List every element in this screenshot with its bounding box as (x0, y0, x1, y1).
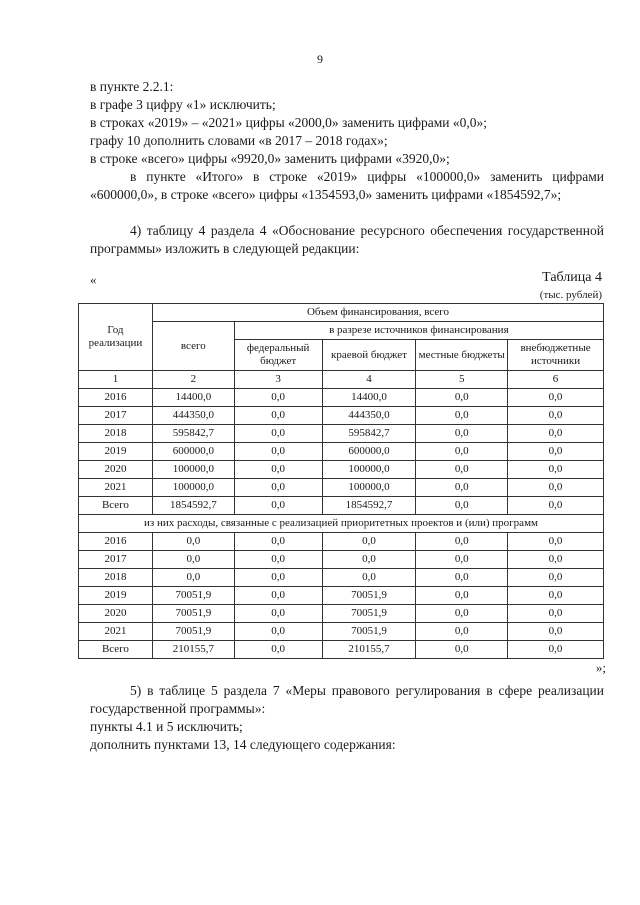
cell: 70051,9 (152, 623, 234, 641)
cell: 2019 (79, 587, 153, 605)
cell: 2019 (79, 443, 153, 461)
header-total: всего (152, 322, 234, 371)
cell: 0,0 (416, 605, 508, 623)
table-row (79, 623, 604, 641)
cell: 595842,7 (322, 425, 416, 443)
cell: 444350,0 (322, 407, 416, 425)
cell: 0,0 (234, 551, 322, 569)
cell: 210155,7 (152, 641, 234, 659)
outro-line-1: 5) в таблице 5 раздела 7 «Меры правового регулирования в сфере реализации государственной программы»: (90, 683, 604, 716)
cell: 0,0 (234, 569, 322, 587)
priority-projects-subheading: из них расходы, связанные с реализацией приоритетных проектов и (или) программ (79, 515, 604, 533)
cell: 70051,9 (152, 605, 234, 623)
header-regional: краевой бюджет (322, 340, 416, 371)
intro-line-2: в графе 3 цифру «1» исключить; (90, 97, 276, 112)
cell: 0,0 (234, 389, 322, 407)
financing-table (78, 303, 604, 659)
cell: 0,0 (234, 605, 322, 623)
col-number: 1 (79, 371, 153, 389)
cell: 100000,0 (152, 461, 234, 479)
cell: 100000,0 (322, 461, 416, 479)
cell: 0,0 (508, 641, 604, 659)
cell: 0,0 (508, 407, 604, 425)
header-local: местные бюджеты (416, 340, 508, 371)
col-number: 3 (234, 371, 322, 389)
cell: 0,0 (234, 533, 322, 551)
intro-line-3: в строках «2019» – «2021» цифры «2000,0» заменить цифрами «0,0»; (90, 115, 487, 130)
table-title: Таблица 4 (542, 270, 602, 285)
cell: 0,0 (416, 623, 508, 641)
cell: 2016 (79, 389, 153, 407)
cell: 0,0 (508, 389, 604, 407)
cell: 0,0 (416, 425, 508, 443)
column-number-row (79, 371, 604, 389)
table-unit: (тыс. рублей) (539, 289, 602, 301)
col-number: 2 (152, 371, 234, 389)
cell: 0,0 (234, 497, 322, 515)
table-row (79, 479, 604, 497)
cell: 0,0 (416, 461, 508, 479)
cell: 0,0 (508, 551, 604, 569)
table-row-total (79, 641, 604, 659)
table-row (79, 443, 604, 461)
cell: 1854592,7 (322, 497, 416, 515)
col-number: 5 (416, 371, 508, 389)
cell: 2021 (79, 479, 153, 497)
col-number: 6 (508, 371, 604, 389)
cell: 0,0 (508, 623, 604, 641)
cell: 0,0 (508, 425, 604, 443)
cell: 2017 (79, 551, 153, 569)
cell: 0,0 (152, 551, 234, 569)
intro-line-7: 4) таблицу 4 раздела 4 «Обоснование ресурсного обеспечения государственной программы» изложить в следующей редакции: (90, 223, 604, 256)
cell: 0,0 (416, 389, 508, 407)
cell: 1854592,7 (152, 497, 234, 515)
cell: 2016 (79, 533, 153, 551)
table-row (79, 533, 604, 551)
cell: 0,0 (416, 407, 508, 425)
cell: 0,0 (416, 533, 508, 551)
col-number: 4 (322, 371, 416, 389)
cell: 70051,9 (322, 605, 416, 623)
outro-line-2: пункты 4.1 и 5 исключить; (90, 719, 243, 734)
cell: 0,0 (508, 497, 604, 515)
cell: 70051,9 (322, 587, 416, 605)
quote-close: »; (595, 660, 606, 675)
cell: 2018 (79, 569, 153, 587)
cell: 0,0 (508, 569, 604, 587)
cell: Всего (79, 641, 153, 659)
table-row (79, 605, 604, 623)
cell: 0,0 (234, 425, 322, 443)
cell: 70051,9 (152, 587, 234, 605)
cell: 600000,0 (152, 443, 234, 461)
intro-line-1: в пункте 2.2.1: (90, 79, 174, 94)
cell: 2021 (79, 623, 153, 641)
cell: 0,0 (416, 569, 508, 587)
cell: 444350,0 (152, 407, 234, 425)
cell: 0,0 (416, 587, 508, 605)
cell: 0,0 (234, 623, 322, 641)
page-number: 9 (317, 52, 323, 66)
cell: 0,0 (152, 569, 234, 587)
cell: 0,0 (234, 461, 322, 479)
cell: 0,0 (322, 569, 416, 587)
cell: 0,0 (508, 461, 604, 479)
table-row (79, 461, 604, 479)
table-row (79, 407, 604, 425)
cell: 0,0 (508, 479, 604, 497)
cell: 0,0 (416, 443, 508, 461)
header-volume: Объем финансирования, всего (152, 304, 603, 322)
cell: 0,0 (322, 551, 416, 569)
cell: 0,0 (508, 443, 604, 461)
cell: 0,0 (416, 641, 508, 659)
table-row-total (79, 497, 604, 515)
intro-line-4: графу 10 дополнить словами «в 2017 – 2018 годах»; (90, 133, 388, 148)
cell: 600000,0 (322, 443, 416, 461)
cell: Всего (79, 497, 153, 515)
cell: 210155,7 (322, 641, 416, 659)
cell: 2020 (79, 461, 153, 479)
cell: 14400,0 (322, 389, 416, 407)
header-federal: федеральный бюджет (234, 340, 322, 371)
cell: 0,0 (234, 587, 322, 605)
cell: 100000,0 (152, 479, 234, 497)
quote-open: « (90, 272, 97, 287)
cell: 0,0 (234, 407, 322, 425)
table-row (79, 569, 604, 587)
cell: 0,0 (234, 641, 322, 659)
cell: 0,0 (322, 533, 416, 551)
header-extrabudget: внебюджетные источники (508, 340, 604, 371)
cell: 0,0 (416, 479, 508, 497)
cell: 70051,9 (322, 623, 416, 641)
cell: 0,0 (508, 533, 604, 551)
cell: 595842,7 (152, 425, 234, 443)
intro-line-6: в пункте «Итого» в строке «2019» цифры «100000,0» заменить цифрами «600000,0», в строке «всего» цифры «1354593,0» заменить цифрами «1854592,7»; (90, 169, 604, 202)
table-row (79, 389, 604, 407)
cell: 0,0 (234, 479, 322, 497)
cell: 0,0 (416, 497, 508, 515)
cell: 0,0 (508, 605, 604, 623)
header-by-source: в разрезе источников финансирования (234, 322, 603, 340)
table-row (79, 551, 604, 569)
table-row (79, 425, 604, 443)
cell: 0,0 (508, 587, 604, 605)
table-row (79, 587, 604, 605)
cell: 0,0 (152, 533, 234, 551)
cell: 2020 (79, 605, 153, 623)
cell: 0,0 (416, 551, 508, 569)
intro-line-5: в строке «всего» цифры «9920,0» заменить цифрами «3920,0»; (90, 151, 450, 166)
cell: 2018 (79, 425, 153, 443)
cell: 14400,0 (152, 389, 234, 407)
subheading-row (79, 515, 604, 533)
cell: 0,0 (234, 443, 322, 461)
cell: 100000,0 (322, 479, 416, 497)
cell: 2017 (79, 407, 153, 425)
header-year: Год реализации (79, 304, 153, 371)
outro-line-3: дополнить пунктами 13, 14 следующего содержания: (90, 737, 396, 752)
